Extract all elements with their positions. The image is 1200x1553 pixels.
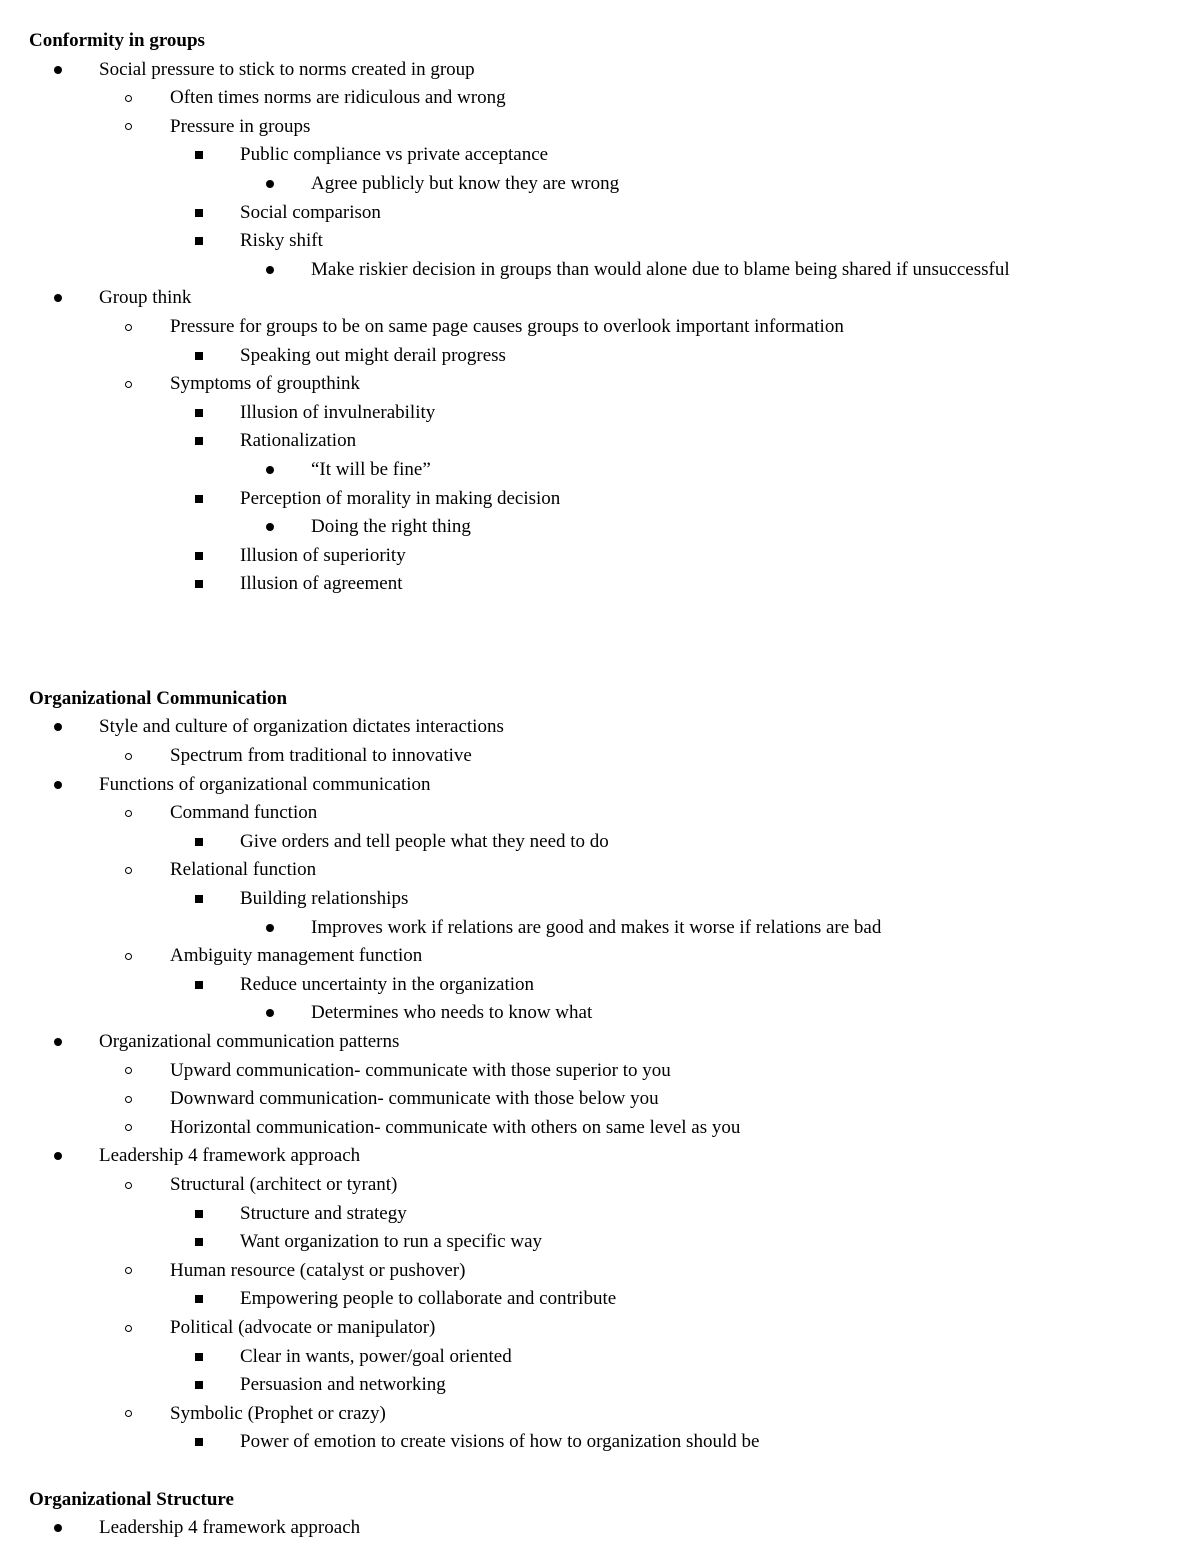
square-bullet-icon <box>189 570 209 598</box>
section-heading: Conformity in groups <box>29 30 205 51</box>
list-item-text: Persuasion and networking <box>240 1374 446 1396</box>
square-bullet-icon <box>189 1371 209 1399</box>
list-item-text: Clear in wants, power/goal oriented <box>240 1345 512 1367</box>
square-bullet-icon <box>189 971 209 999</box>
list-item-text: Structural (architect or tyrant) <box>170 1174 398 1195</box>
list-item-text: Reduce uncertainty in the organization <box>240 973 535 995</box>
disc-bullet-icon <box>260 256 280 284</box>
list-item-text: Risky shift <box>240 230 323 252</box>
square-bullet-icon <box>189 227 209 255</box>
list-item-text: Agree publicly but know they are wrong <box>311 173 620 194</box>
disc-bullet-icon <box>48 771 68 799</box>
list-item-text: Doing the right thing <box>311 516 471 538</box>
list-item-text: Give orders and tell people what they need to do <box>240 830 609 852</box>
circle-bullet-icon <box>118 1114 138 1142</box>
square-bullet-icon <box>189 1228 209 1256</box>
circle-bullet-icon <box>118 1171 138 1199</box>
square-bullet-icon <box>189 427 209 455</box>
circle-bullet-icon <box>118 1257 138 1285</box>
disc-bullet-icon <box>48 1142 68 1170</box>
list-item-text: Ambiguity management function <box>170 945 423 967</box>
square-bullet-icon <box>189 399 209 427</box>
list-item-text: Building relationships <box>240 888 409 909</box>
list-item-text: Illusion of superiority <box>240 544 406 566</box>
disc-bullet-icon <box>48 1514 68 1542</box>
list-item-text: Leadership 4 framework approach <box>99 1517 361 1539</box>
disc-bullet-icon <box>48 284 68 312</box>
circle-bullet-icon <box>118 313 138 341</box>
circle-bullet-icon <box>118 742 138 770</box>
square-bullet-icon <box>189 1285 209 1313</box>
list-item-text: Style and culture of organization dictates interactions <box>99 716 504 738</box>
list-item-text: Power of emotion to create visions of how to organization should be <box>240 1431 760 1453</box>
circle-bullet-icon <box>118 856 138 884</box>
list-item-text: Command function <box>170 802 318 824</box>
section-heading: Organizational Structure <box>29 1488 234 1510</box>
list-item-text: Improves work if relations are good and makes it worse if relations are bad <box>311 916 882 938</box>
circle-bullet-icon <box>118 84 138 112</box>
list-item-text: Empowering people to collaborate and contribute <box>240 1288 617 1310</box>
list-item-text: Pressure in groups <box>170 115 311 137</box>
list-item-text: Public compliance vs private acceptance <box>240 144 549 166</box>
square-bullet-icon <box>189 1343 209 1371</box>
list-item-text: Relational function <box>170 859 317 881</box>
circle-bullet-icon <box>118 113 138 141</box>
list-item-text: Leadership 4 framework approach <box>99 1145 361 1167</box>
square-bullet-icon <box>189 342 209 370</box>
list-item-text: Downward communication- communicate with those below you <box>170 1088 659 1110</box>
disc-bullet-icon <box>260 170 280 198</box>
circle-bullet-icon <box>118 1057 138 1085</box>
circle-bullet-icon <box>118 942 138 970</box>
list-item-text: Upward communication- communicate with those superior to you <box>170 1059 671 1081</box>
list-item-text: Want organization to run a specific way <box>240 1231 543 1253</box>
disc-bullet-icon <box>260 914 280 942</box>
square-bullet-icon <box>189 199 209 227</box>
disc-bullet-icon <box>260 513 280 541</box>
square-bullet-icon <box>189 885 209 913</box>
list-item-text: Perception of morality in making decision <box>240 487 561 509</box>
disc-bullet-icon <box>48 713 68 741</box>
disc-bullet-icon <box>260 456 280 484</box>
disc-bullet-icon <box>48 1028 68 1056</box>
list-item-text: Structure and strategy <box>240 1202 407 1224</box>
list-item-text: Illusion of invulnerability <box>240 401 436 423</box>
section-heading: Organizational Communication <box>29 687 288 709</box>
list-item-text: Make riskier decision in groups than would alone due to blame being shared if unsuccessful <box>311 258 1010 280</box>
circle-bullet-icon <box>118 1314 138 1342</box>
disc-bullet-icon <box>260 999 280 1027</box>
list-item-text: Determines who needs to know what <box>311 1002 593 1024</box>
list-item-text: Illusion of agreement <box>240 573 403 595</box>
square-bullet-icon <box>189 1428 209 1456</box>
circle-bullet-icon <box>118 370 138 398</box>
square-bullet-icon <box>189 542 209 570</box>
list-item-text: Symbolic (Prophet or crazy) <box>170 1402 386 1424</box>
list-item-text: Organizational communication patterns <box>99 1031 400 1052</box>
list-item-text: Speaking out might derail progress <box>240 344 506 366</box>
square-bullet-icon <box>189 1200 209 1228</box>
circle-bullet-icon <box>118 1400 138 1428</box>
list-item-text: Pressure for groups to be on same page causes groups to overlook important information <box>170 316 844 337</box>
list-item-text: Political (advocate or manipulator) <box>170 1317 436 1338</box>
list-item-text: Rationalization <box>240 430 357 452</box>
circle-bullet-icon <box>118 799 138 827</box>
circle-bullet-icon <box>118 1085 138 1113</box>
list-item-text: Spectrum from traditional to innovative <box>170 745 472 766</box>
list-item-text: Horizontal communication- communicate with others on same level as you <box>170 1116 741 1138</box>
list-item-text: “It will be fine” <box>311 459 431 480</box>
square-bullet-icon <box>189 141 209 169</box>
list-item-text: Group think <box>99 287 192 309</box>
list-item-text: Symptoms of groupthink <box>170 373 361 395</box>
disc-bullet-icon <box>48 56 68 84</box>
square-bullet-icon <box>189 828 209 856</box>
list-item-text: Functions of organizational communication <box>99 773 431 795</box>
list-item-text: Social comparison <box>240 201 381 223</box>
list-item-text: Human resource (catalyst or pushover) <box>170 1259 466 1281</box>
list-item-text: Often times norms are ridiculous and wrong <box>170 87 506 109</box>
list-item-text: Social pressure to stick to norms created in group <box>99 58 475 80</box>
square-bullet-icon <box>189 485 209 513</box>
